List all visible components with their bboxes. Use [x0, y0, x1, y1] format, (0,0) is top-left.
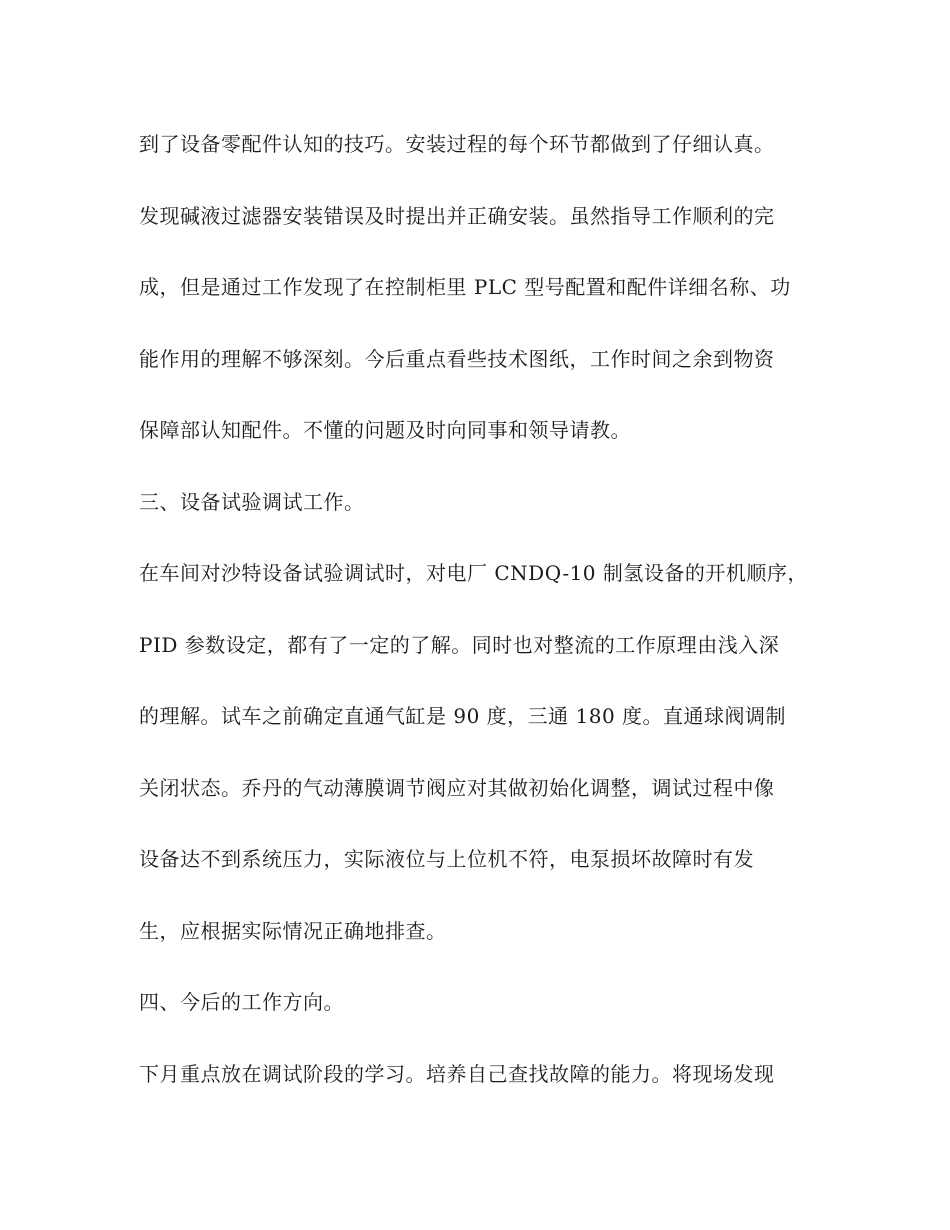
body-text: [139, 122, 819, 1123]
paragraph-line: 成，但是通过工作发现了在控制柜里 PLC 型号配置和配件详细名称、功: [139, 275, 791, 299]
section-heading: 三、设备试验调试工作。: [139, 489, 365, 514]
paragraph-line: 发现碱液过滤器安装错误及时提出并正确安装。虽然指导工作顺利的完: [139, 203, 775, 228]
paragraph-line: 能作用的理解不够深刻。今后重点看些技术图纸，工作时间之余到物资: [139, 346, 775, 371]
paragraph-line: PID 参数设定，都有了一定的了解。同时也对整流的工作原理由浅入深: [139, 632, 780, 657]
paragraph-line: 到了设备零配件认知的技巧。安装过程的每个环节都做到了仔细认真。: [139, 132, 775, 156]
paragraph-line: 保障部认知配件。不懂的问题及时向同事和领导请教。: [139, 418, 631, 442]
paragraph-line: 下月重点放在调试阶段的学习。培养自己查找故障的能力。将现场发现: [139, 1061, 775, 1086]
paragraph-line: 的理解。试车之前确定直通气缸是 90 度，三通 180 度。直通球阀调制: [139, 704, 787, 728]
section-heading: 四、今后的工作方向。: [139, 990, 344, 1014]
paragraph-line: 设备达不到系统压力，实际液位与上位机不符，电泵损坏故障时有发: [139, 847, 754, 871]
paragraph-line: 在车间对沙特设备试验调试时，对电厂 CNDQ-10 制氢设备的开机顺序，: [139, 561, 808, 585]
paragraph-line: 关闭状态。乔丹的气动薄膜调节阀应对其做初始化调整，调试过程中像: [139, 775, 775, 800]
paragraph-line: 生，应根据实际情况正确地排查。: [139, 918, 447, 943]
